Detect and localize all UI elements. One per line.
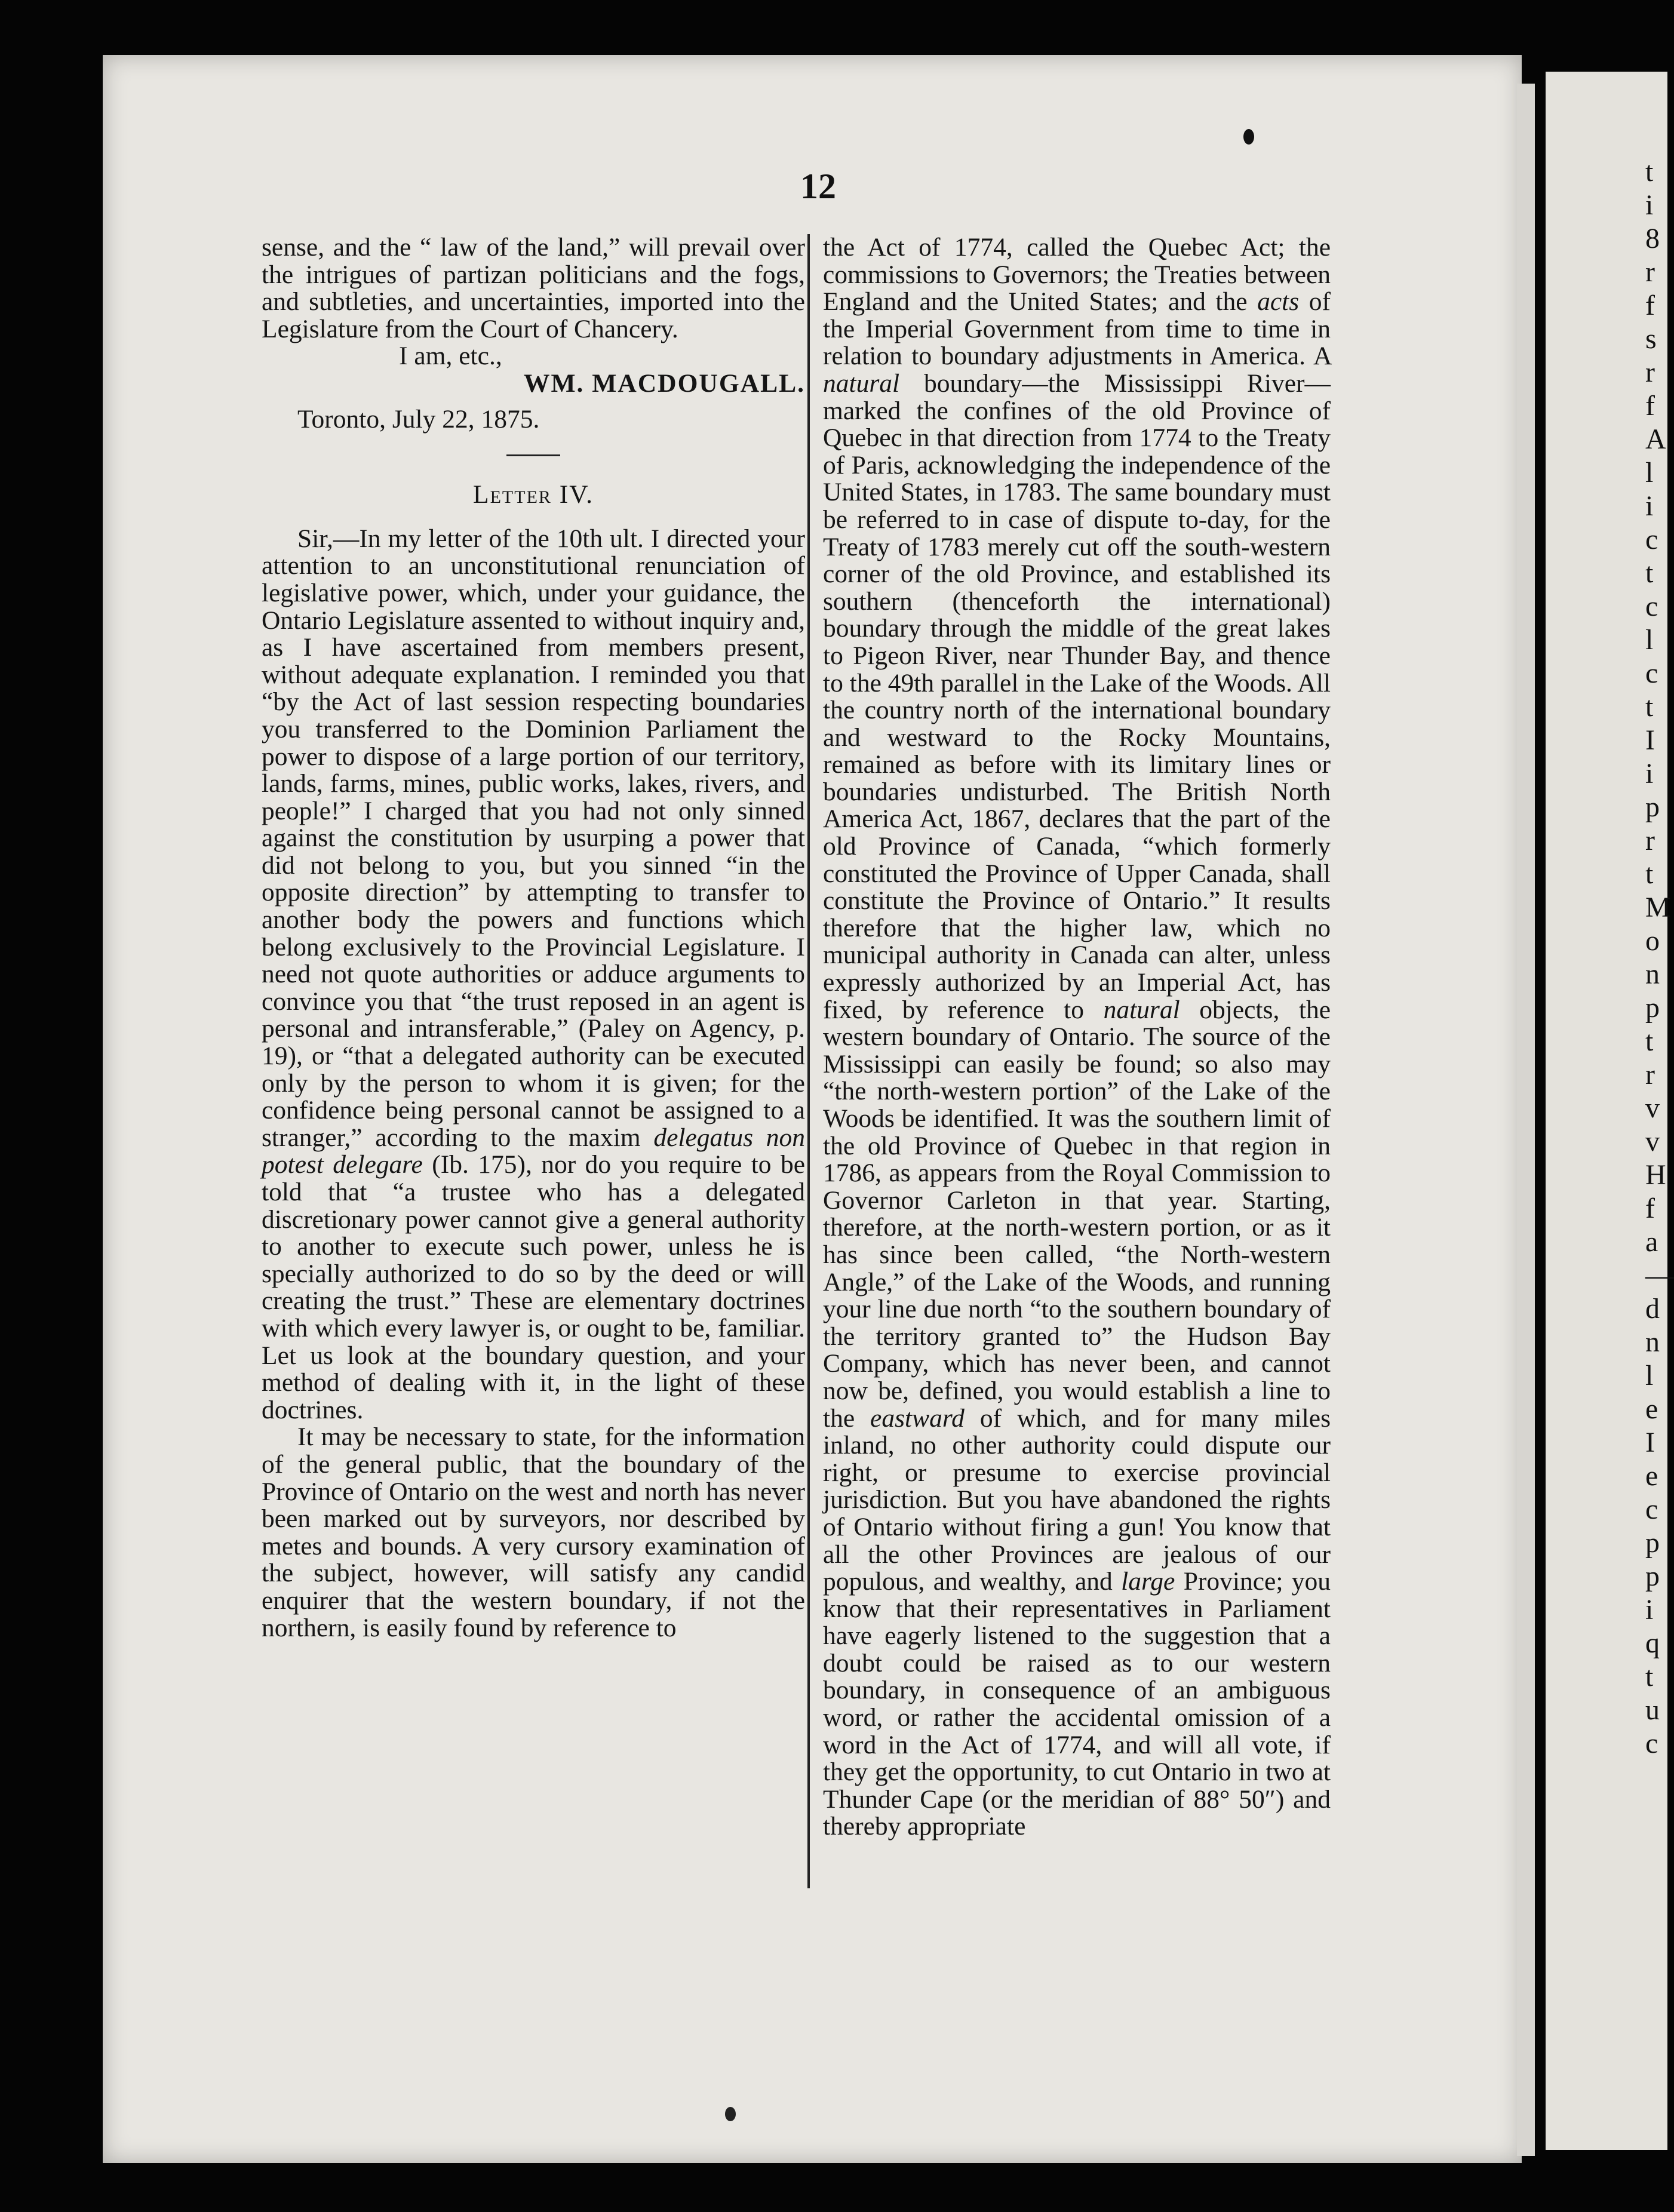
paragraph-text: Province; you know that their representatives in Parliament have eagerly listened to the suggestion that a doubt could be raised as to our western boundary, in consequence of an ambiguous word, or rather the accidental omission of a word in the Act of 1774, and will all vote, if they get the opportunity, to cut Ontario in two at Thunder Cape (or the meridian of 88° 50″) and thereby appropriate	[823, 1567, 1331, 1841]
letter-paragraph-2: It may be necessary to state, for the information of the general public, that the boundary of the Province of Ontario on the west and north has never been marked out by surveyors, nor described by metes and bounds. A very cursory examination of the subject, however, will satisfy any candid enquirer that the western boundary, if not the northern, is easily found by reference to	[262, 1423, 805, 1642]
letter-paragraph-1	[262, 526, 805, 1424]
facing-page-margin-text: t i 8 r f s r f A l i c t c l c t I i p r t M o n p t r v v H f a — d n l e I e c p p i q t u c	[1645, 156, 1674, 1759]
paragraph-text: the Act of 1774, called the Quebec Act; the commissions to Governors; the Treaties between England and the United States; and the	[823, 233, 1331, 317]
paragraph-text: —In my letter of the 10th ult. I directed your attention to an unconstitutional renunciation of legislative power, which, under your guidance, the Ontario Legislature assented to without inquiry and, as I have ascertained from members present, without adequate explanation. I reminded you that “by the Act of last session respecting boundaries you transferred to the Dominion Parliament the power to dispose of a large portion of our territory, lands, farms, mines, public works, lakes, rivers, and people!” I charged that you had not only sinned against the constitution by usurping a power that did not belong to you, but you sinned “in the opposite direction” by attempting to transfer to another body the powers and functions which belong exclusively to the Provincial Legislature. I need not quote authorities or adduce arguments to convince you that “the trust reposed in an agent is personal and intransferable,” (Paley on Agency, p. 19), or “that a delegated authority can be executed only by the person to whom it is given; for the confidence being personal cannot be assigned to a stranger,” according to the maxim	[262, 524, 805, 1152]
letter-signature: WM. MACDOUGALL.	[523, 368, 805, 398]
letter-place-date: Toronto, July 22, 1875.	[297, 404, 540, 434]
paragraph-text: of the Imperial Government from time to time in relation to boundary adjustments in America. A	[823, 287, 1331, 371]
page-number: 12	[800, 167, 836, 206]
paragraph-text: boundary—the Mississippi River—marked the confines of the old Province of Quebec in that direction from 1774 to the Treaty of Paris, acknowledging the independence of the United States, in 1783. The same boundary must be referred to in case of dispute to-day, for the Treaty of 1783 merely cut off the south-western corner of the old Province, and established its southern (thenceforth the international) boundary through the middle of the great lakes to Pigeon River, near Thunder Bay, and thence to the 49th parallel in the Lake of the Woods. All the country north of the international boundary and westward to the Rocky Mountains, remained as before with its limitary lines or boundaries undisturbed. The British North America Act, 1867, declares that the part of the old Province of Canada, “which formerly constituted the Province of Upper Canada, shall constitute the Province of Ontario.” It results therefore that the higher law, which no municipal authority in Canada can alter, unless expressly authorized by an Imperial Act, has fixed, by reference to	[823, 368, 1331, 1024]
letter-heading-text: Letter IV.	[473, 480, 594, 509]
letter-heading	[262, 481, 805, 509]
italic-text: large	[1121, 1567, 1175, 1596]
salutation: Sir,	[297, 524, 333, 553]
column-rule	[807, 234, 810, 1888]
paragraph-text: of which, and for many miles inland, no other authority could dispute our right, or presume to exercise provincial jurisdiction. But you have abandoned the rights of Ontario without firing a gun! You know that all the other Provinces are jealous of our populous, and wealthy, and	[823, 1403, 1331, 1596]
paragraph-text: objects, the western boundary of Ontario. The source of the Mississippi can easily be found; so also may “the north-western portion” of the Lake of the Woods be identified. It was the southern limit of the old Province of Quebec in that region in 1786, as appears from the Royal Commission to Governor Carleton in that year. Starting, therefore, at the north-western portion, or as it has since been called, “the North-western Angle,” of the Lake of the Woods, and running your line due north “to the southern boundary of the territory granted to” the Hudson Bay Company, which has never been, and cannot now be, defined, you would establish a line to the	[823, 995, 1331, 1433]
ink-speck	[1243, 129, 1254, 145]
italic-text: acts	[1257, 287, 1300, 317]
section-divider	[506, 454, 560, 456]
ink-speck	[725, 2107, 736, 2121]
italic-text: natural	[1103, 995, 1180, 1024]
paragraph-text: (Ib. 175), nor do you require to be told that “a trustee who has a delegated discretionary power cannot give a general authority to another to execute such power, unless he is specially authorized to do so by the deed or will creating the trust.” These are elementary doctrines with which every lawyer is, or ought to be, familiar. Let us look at the boundary question, and your method of dealing with it, in the light of these doctrines.	[262, 1150, 805, 1424]
right-column	[823, 234, 1331, 1841]
letter-closing: I am, etc.,	[399, 342, 502, 371]
italic-text: natural	[823, 368, 900, 398]
right-column-paragraph	[823, 234, 1331, 1841]
continued-paragraph: sense, and the “ law of the land,” will prevail over the intrigues of partizan politicians and the fogs, and subtleties, and uncertainties, imported into the Legislature from the Court of Chancery.	[262, 233, 805, 343]
left-column	[262, 234, 805, 1642]
page-edge	[1517, 84, 1535, 2156]
italic-text: eastward	[870, 1403, 965, 1433]
latin-maxim: delegatus non potest delegare	[262, 1123, 806, 1179]
